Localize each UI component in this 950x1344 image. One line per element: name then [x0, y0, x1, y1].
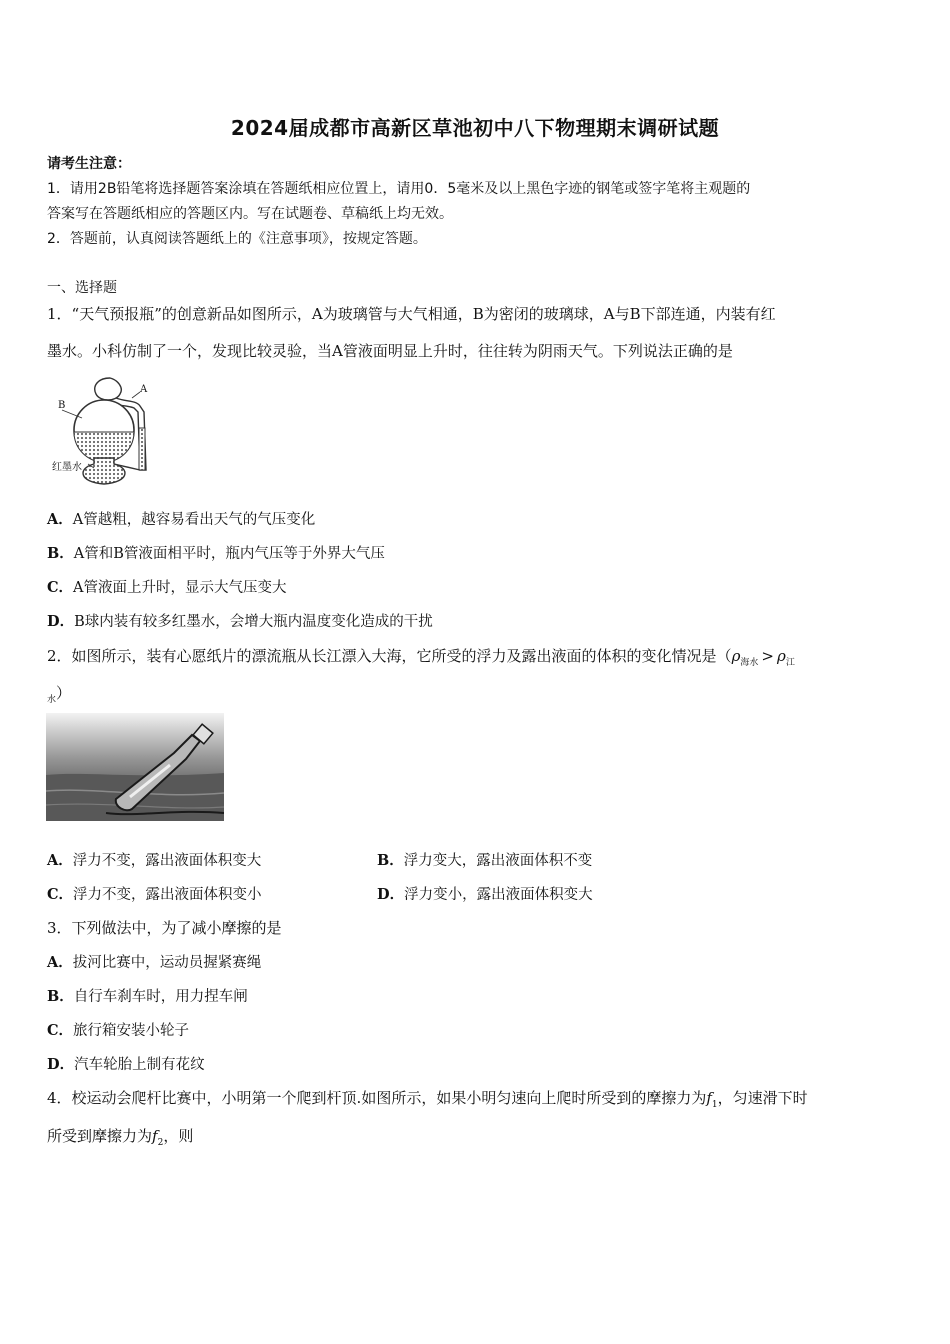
option-letter: A． [47, 954, 73, 971]
notice-item-2: 2．答题前，认真阅读答题纸上的《注意事项》，按规定答题。 [47, 231, 427, 247]
option-letter: C． [47, 1022, 74, 1039]
option-letter: B． [47, 988, 74, 1005]
q2-option-a [47, 849, 261, 870]
q1-option-c [47, 576, 287, 597]
friction-symbol: f [706, 1089, 712, 1107]
option-text: A管和B管液面相平时，瓶内气压等于外界大气压 [73, 546, 385, 562]
option-text: 拔河比赛中，运动员握紧赛绳 [72, 955, 262, 971]
option-text: 浮力变小，露出液面体积变大 [404, 887, 593, 903]
density-symbol: ρ [776, 647, 786, 665]
figure-label-b: B [58, 400, 66, 411]
q3-option-c [47, 1019, 189, 1040]
option-letter: A． [47, 852, 73, 869]
q4-stem-text-end: ，匀速滑下时 [717, 1089, 808, 1107]
q2-stem-line-2 [47, 682, 71, 705]
notice-item-1-line-1: 1．请用2B铅笔将选择题答案涂填在答题纸相应位置上，请用0．5毫米及以上黑色字迹的钢笔或签字笔将主观题的 [47, 181, 751, 197]
option-text: 自行车刹车时，用力捏车闸 [73, 989, 248, 1005]
option-text: 浮力变大，露出液面体积不变 [403, 853, 593, 869]
friction-symbol: f [152, 1127, 158, 1145]
option-letter: D． [47, 1056, 75, 1073]
figure-label-red-ink: 红墨水 [52, 462, 82, 473]
option-text: 浮力不变，露出液面体积变小 [73, 887, 262, 903]
q1-option-a [47, 508, 315, 529]
closing-paren: ） [56, 684, 72, 702]
q4-stem-line-1 [47, 1087, 808, 1110]
page-title: 2024届成都市高新区草池初中八下物理期末调研试题 [230, 116, 720, 140]
density-subscript-sea: 海水 [740, 658, 759, 668]
option-text: 旅行箱安装小轮子 [73, 1023, 190, 1039]
option-text: A管液面上升时，显示大气压变大 [73, 580, 287, 596]
q4-stem-line-2 [47, 1125, 193, 1148]
notice-item-1-line-2: 答案写在答题纸相应的答题区内。写在试题卷、草稿纸上均无效。 [47, 206, 453, 222]
q2-option-b [377, 849, 592, 870]
q1-option-b [47, 542, 385, 563]
figure-label-a: A [140, 384, 148, 395]
option-text: B球内装有较多红墨水，会增大瓶内温度变化造成的干扰 [74, 614, 433, 630]
q4-stem-text-end: ，则 [163, 1127, 194, 1145]
option-text: 浮力不变，露出液面体积变大 [72, 853, 262, 869]
density-subscript-water: 水 [47, 695, 57, 705]
q1-option-d [47, 610, 433, 631]
greater-than-symbol: > [761, 647, 774, 665]
option-letter: A． [47, 511, 73, 528]
q1-stem-line-1: 1．“天气预报瓶”的创意新品如图所示，A为玻璃管与大气相通，B为密闭的玻璃球，A与B下部连通，内装有红 [47, 305, 776, 323]
q3-option-d [47, 1053, 205, 1074]
q2-stem-text: 2．如图所示，装有心愿纸片的漂流瓶从长江漂入大海，它所受的浮力及露出液面的体积的变化情况是（ [47, 647, 732, 665]
friction-subscript-2: 2 [157, 1138, 164, 1148]
q4-stem-text: 所受到摩擦力为 [47, 1127, 153, 1145]
q4-stem-text: 4．校运动会爬杆比赛中，小明第一个爬到杆顶.如图所示，如果小明匀速向上爬时所受到的摩擦力为 [47, 1089, 707, 1107]
option-letter: B． [47, 545, 74, 562]
option-letter: D． [47, 613, 75, 630]
q1-stem-line-2: 墨水。小科仿制了一个，发现比较灵验，当A管液面明显上升时，往往转为阴雨天气。下列说法正确的是 [47, 342, 733, 360]
option-letter: C． [47, 579, 74, 596]
section-heading-choice: 一、选择题 [47, 280, 117, 296]
friction-subscript-1: 1 [711, 1100, 718, 1110]
q2-option-d [377, 883, 593, 904]
q2-option-c [47, 883, 262, 904]
drift-bottle-photo [46, 713, 224, 821]
option-letter: B． [377, 852, 404, 869]
notice-heading: 请考生注意： [47, 156, 131, 172]
density-symbol: ρ [731, 647, 741, 665]
weather-bottle-figure [48, 372, 168, 490]
density-subscript-river: 江 [785, 658, 795, 668]
option-letter: C． [47, 886, 74, 903]
q3-option-b [47, 985, 248, 1006]
q2-stem-line-1 [47, 645, 795, 668]
option-text: 汽车轮胎上制有花纹 [74, 1057, 205, 1073]
option-letter: D． [377, 886, 405, 903]
q3-option-a [47, 951, 261, 972]
option-text: A管越粗，越容易看出天气的气压变化 [72, 512, 316, 528]
q3-stem: 3．下列做法中，为了减小摩擦的是 [47, 919, 282, 937]
